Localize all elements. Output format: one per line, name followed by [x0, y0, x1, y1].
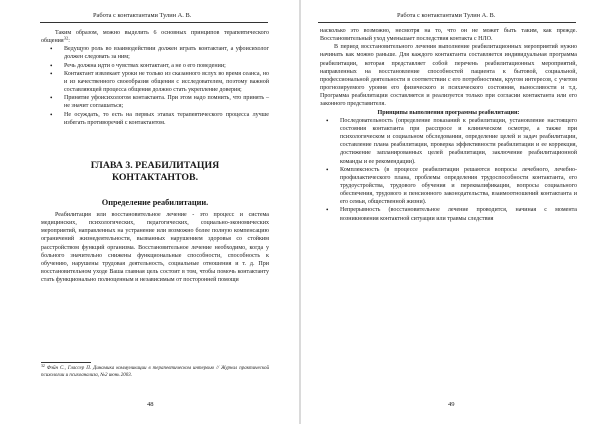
- rehab-paragraph: Реабилитация или восстановительное лечение - это процесс и система медицинских, психологических, педагогических, социально-экономических мероприятий, направленных на устранение или возможно более полную компенсацию ограничений жизнедеятельности, вызванных нарушением здоровья со стойким расстройством функций организма. Восстановительное лечение необходимо, когда у больного значительно снижены функциональные способности, способность к обучению, нарушены трудовая деятельность, социальные отношения и т. д. При восстановительном уходе Ваша главная цель состоит в том, чтобы помочь контактанту стать функционально полноценным и независимым от посторонней помощи: [41, 211, 269, 284]
- list-item: • Последовательность (определение показаний к реабилитации, установление настоящего состояния контактанта при расспросе и клиническом осмотре, а также при психологическом и социальном обследовании, определение целей и задач реабилитации, составление плана реабилитации, проверка эффективности реабилитации и ее коррекция, достижение запланированных целей реабилитации, заключение реабилитационной команды и ее рекомендации).: [320, 117, 577, 166]
- left-page-content: [41, 29, 269, 284]
- section-title: Определение реабилитации.: [101, 197, 209, 207]
- footnote-text: Фэйн С., Глассер П. Динамика коммуникации в терапевтическом интервью // Журнал практической психологии и психоанализа, №2 июнь 2003.: [41, 366, 270, 378]
- list-item: • Речь должна идти о чувствах контактант, а не о его поведении;: [41, 62, 269, 70]
- intro-paragraph: [41, 29, 269, 45]
- list-item: • Непрерывность (восстановительное лечение проводится, начиная с момента возникновения контактной ситуации или травмы следствия: [320, 206, 577, 222]
- header-rule: [40, 22, 268, 23]
- running-header: Работа с контактантами Тулин А. В.: [93, 12, 192, 19]
- rehab-principles-list: [320, 117, 577, 223]
- intro-text: Таким образом, можно выделить 6 основных принципов терапевтического общения: [41, 30, 269, 45]
- right-page: [300, 0, 600, 424]
- intro-end: :: [68, 38, 70, 45]
- principles-heading: Принципы выполнения программы реабилитации:: [377, 109, 520, 116]
- list-item: • Комплексность (в процессе реабилитации решаются вопросы лечебного, лечебно-профилактического плана, проблемы определения трудоспособности контактанта, его трудоустройства, трудового обучения и переквалификации, вопросы социального обеспечения, трудового и пенсионного законодательства, взаимоотношений контактанта и его семьи, общественной жизни).: [320, 166, 577, 207]
- list-item: • Не осуждать, то есть на первых этапах терапевтического процесса лучше избегать противоречий с контактантом.: [41, 111, 269, 127]
- header-rule: [318, 22, 576, 23]
- footnote-number: 32: [41, 364, 45, 368]
- footnote-rule: [41, 362, 91, 363]
- page-number: 48: [147, 401, 154, 408]
- list-item: • Принятие уфоисихологом контактанта. При этом надо помнить, что принять – не значит соглашаться;: [41, 94, 269, 110]
- page-number: 49: [448, 401, 455, 408]
- rehab-program-paragraph: В период восстановительного лечения выполнение реабилитационных мероприятий нужно начинать как можно раньше. Для каждого контактанта составляется индивидуальная программа реабилитации, которая представляет собой перечень реабилитационных мероприятий, направленных на восстановление способностей пациента к бытовой, социальной, профессиональной деятельности в соответствии с его потребностями, кругом интересов, с учетом прогнозируемого уровня его физического и психического состояния, выносливости и т.д. Программа реабилитации составляется и реализуется только при согласии контактанта или его законного представителя.: [320, 44, 577, 108]
- chapter-title-line: КОНТАКТАНТОВ.: [111, 171, 199, 183]
- chapter-title: [41, 160, 269, 184]
- right-page-content: [320, 27, 577, 223]
- list-item: • Ведущую роль во взаимодействии должен играть контактант, а уфоисихолог должен следовать за ним;: [41, 45, 269, 61]
- chapter-title-line: ГЛАВА 3. РЕАБИЛИТАЦИЯ: [90, 159, 220, 171]
- running-header: Работа с контактантами Тулин А. В.: [397, 12, 496, 19]
- therapy-principles-list: [41, 45, 269, 127]
- footnote-ref: 32: [63, 35, 69, 41]
- footnote: [41, 366, 269, 379]
- continued-paragraph: насколько это возможно, несмотря на то, что он не может быть таким, как прежде. Восстановительный уход уменьшает последствия контакта с НЛО.: [320, 28, 577, 43]
- list-item: • Контактант извлекает уроки не только из сказанного вслух во время сеанса, но и из качественного своеобразия общения с исследователем, поэтому важной составляющей процесса общения должно стать укрепление доверия;: [41, 70, 269, 94]
